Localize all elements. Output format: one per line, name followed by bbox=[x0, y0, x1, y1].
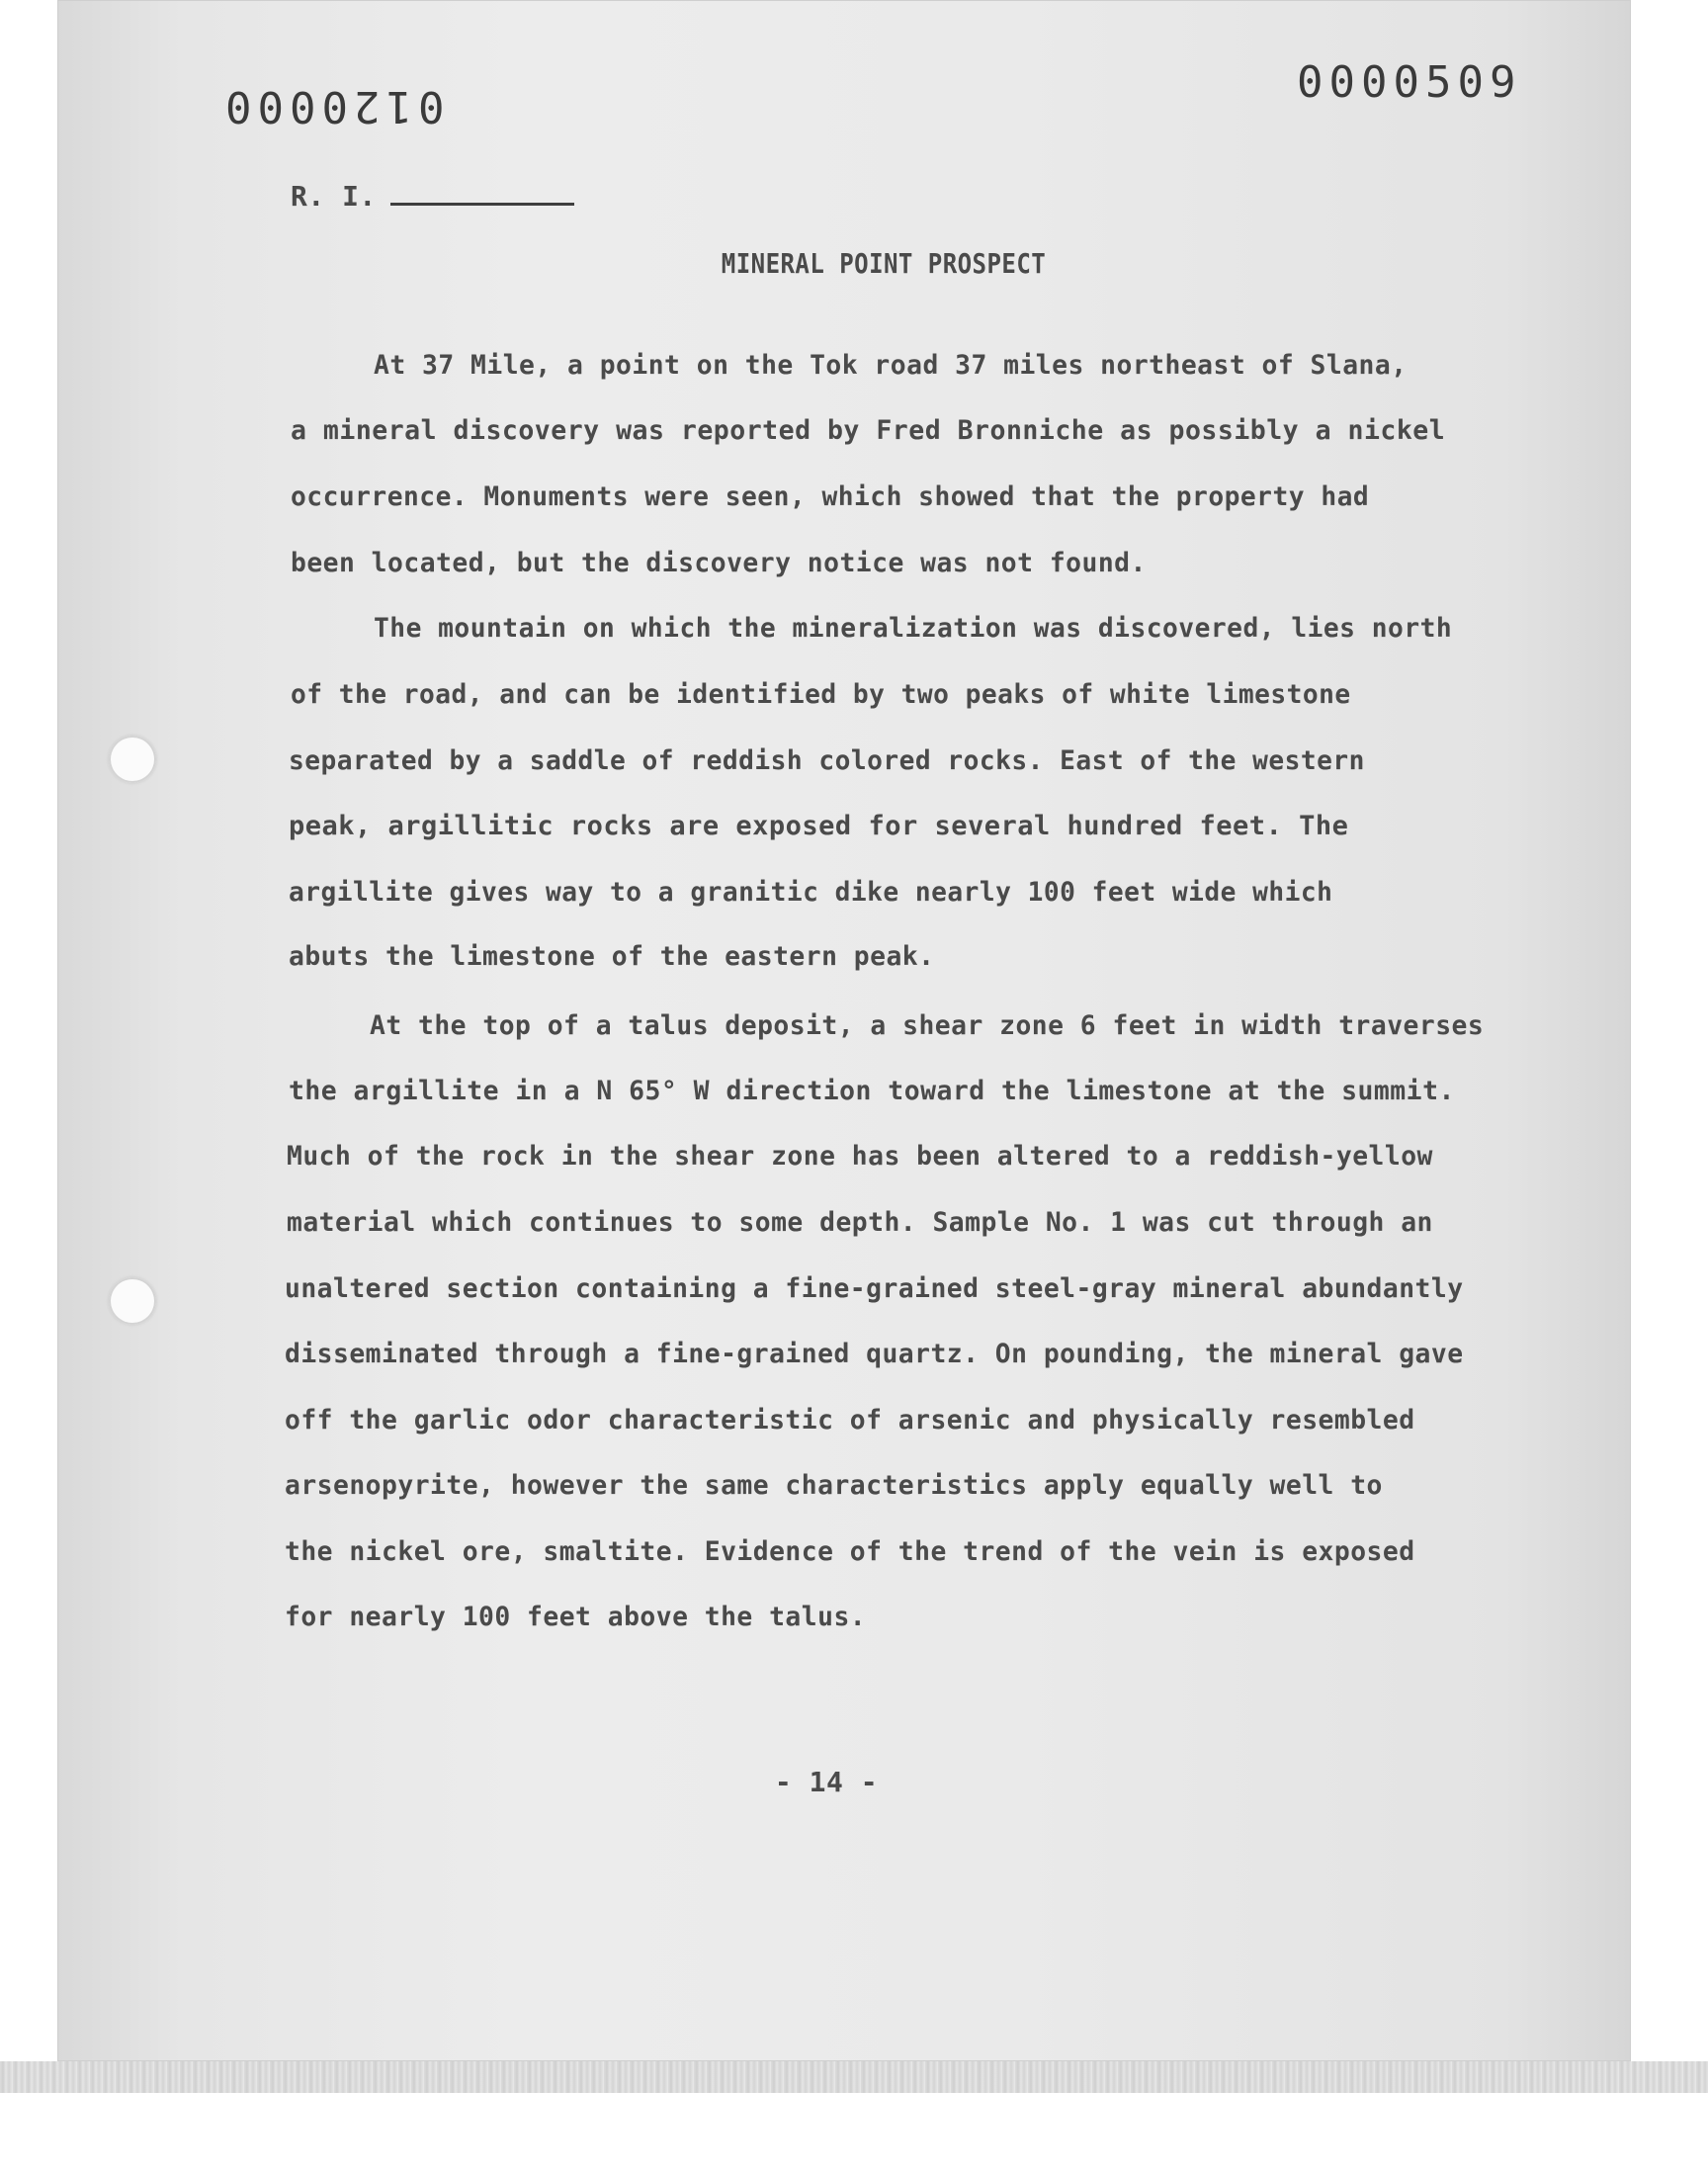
page-number: - 14 - bbox=[774, 1766, 879, 1798]
paragraph-3-line-3: Much of the rock in the shear zone has been altered to a reddish-yellow bbox=[287, 1141, 1433, 1172]
archive-stamp-right: 0000509 bbox=[1297, 57, 1522, 108]
archive-stamp-left: 0120000 bbox=[219, 81, 445, 131]
paragraph-3-line-2: the argillite in a N 65° W direction toward the limestone at the summit. bbox=[289, 1076, 1455, 1106]
paragraph-2-line-6: abuts the limestone of the eastern peak. bbox=[289, 941, 935, 972]
paragraph-3-line-10: for nearly 100 feet above the talus. bbox=[285, 1602, 867, 1632]
paragraph-3-line-6: disseminated through a fine-grained quartz. On pounding, the mineral gave bbox=[285, 1339, 1464, 1369]
ri-blank-line bbox=[390, 181, 574, 206]
paragraph-2-line-2: of the road, and can be identified by two peaks of white limestone bbox=[291, 679, 1351, 710]
paragraph-2-line-5: argillite gives way to a granitic dike nearly 100 feet wide which bbox=[289, 877, 1333, 908]
paragraph-2-line-4: peak, argillitic rocks are exposed for several hundred feet. The bbox=[289, 811, 1349, 841]
paragraph-3-line-1: At the top of a talus deposit, a shear zone 6 feet in width traverses bbox=[370, 1010, 1485, 1041]
document-title: MINERAL POINT PROSPECT bbox=[721, 247, 1047, 280]
paragraph-1-line-2: a mineral discovery was reported by Fred Bronniche as possibly a nickel bbox=[291, 415, 1446, 446]
paragraph-2-line-3: separated by a saddle of reddish colored rocks. East of the western bbox=[289, 745, 1365, 776]
paragraph-3-line-7: off the garlic odor characteristic of arsenic and physically resembled bbox=[285, 1405, 1415, 1436]
paragraph-3-line-5: unaltered section containing a fine-grained steel-gray mineral abundantly bbox=[285, 1273, 1464, 1304]
paragraph-1-line-1: At 37 Mile, a point on the Tok road 37 miles northeast of Slana, bbox=[374, 350, 1408, 381]
ri-label: R. I. bbox=[291, 180, 377, 213]
paragraph-3-line-4: material which continues to some depth. Sample No. 1 was cut through an bbox=[287, 1207, 1433, 1238]
report-number-field bbox=[291, 180, 574, 213]
paragraph-2-line-1: The mountain on which the mineralization was discovered, lies north bbox=[374, 613, 1453, 644]
paragraph-1-line-4: been located, but the discovery notice was not found. bbox=[291, 548, 1147, 578]
paragraph-1-line-3: occurrence. Monuments were seen, which showed that the property had bbox=[291, 481, 1370, 512]
paragraph-3-line-8: arsenopyrite, however the same characteristics apply equally well to bbox=[285, 1470, 1383, 1501]
paragraph-3-line-9: the nickel ore, smaltite. Evidence of the trend of the vein is exposed bbox=[285, 1536, 1415, 1567]
